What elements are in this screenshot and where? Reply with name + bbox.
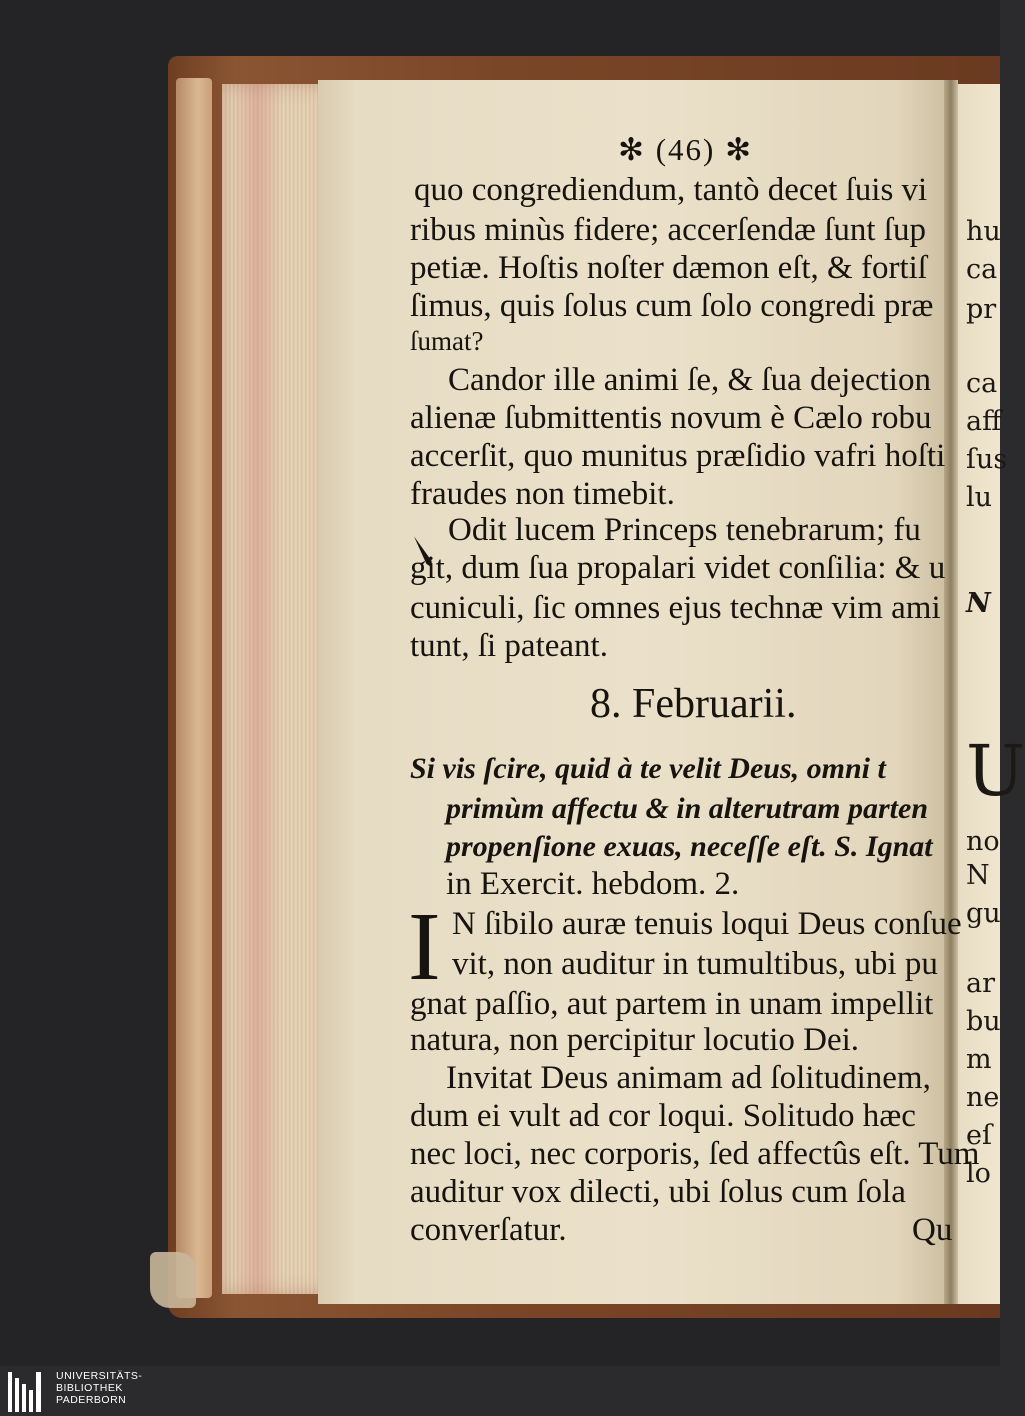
- text-line: git, dum ſua propalari videt conſilia: & u: [410, 550, 946, 586]
- right-fragment: N: [966, 588, 991, 619]
- text-line: quo congrediendum, tantò decet ſuis vi: [414, 172, 928, 208]
- library-logo-icon: [8, 1372, 48, 1412]
- right-fragment: pr: [966, 294, 997, 325]
- right-fragment: aff: [966, 406, 1002, 437]
- text-line: gnat paſſio, aut partem in unam impellit: [410, 986, 934, 1022]
- text-line: nec loci, nec corporis, ſed affectûs eſt. Tum: [410, 1136, 980, 1172]
- library-logo-text: UNIVERSITÄTS- BIBLIOTHEK PADERBORN: [56, 1370, 143, 1406]
- text-line: vit, non auditur in tumultibus, ubi pu: [452, 946, 938, 982]
- text-line: N ſibilo auræ tenuis loqui Deus conſue: [452, 906, 962, 942]
- right-fragment: bu: [966, 1006, 1001, 1037]
- right-fragment: hu: [966, 216, 1001, 247]
- quote-line: propenſione exuas, neceſſe eſt. S. Ignat: [446, 830, 933, 863]
- text-line: dum ei vult ad cor loqui. Solitudo hæc: [410, 1098, 916, 1134]
- text-line: petiæ. Hoſtis noſter dæmon eſt, & fortiſ: [410, 250, 927, 286]
- right-fragment: lu: [966, 482, 993, 513]
- text-line: auditur vox dilecti, ubi ſolus cum ſola: [410, 1174, 906, 1210]
- text-line: Candor ille animi ſe, & ſua dejection: [448, 362, 931, 398]
- text-line: alienæ ſubmittentis novum è Cælo robu: [410, 400, 932, 436]
- right-fragment: gu: [966, 898, 1001, 929]
- text-line: accerſit, quo munitus præſidio vafri hoſti: [410, 438, 946, 474]
- right-fragment: lo: [966, 1158, 991, 1189]
- right-fragment: N: [966, 860, 990, 891]
- text-line: fraudes non timebit.: [410, 476, 675, 512]
- right-fragment: U: [966, 730, 1025, 812]
- right-fragment: ſus: [966, 444, 1008, 475]
- right-fragment: no: [966, 826, 1000, 857]
- ornament-icon: ✻: [618, 132, 646, 167]
- text-line: Odit lucem Princeps tenebrarum; fu: [448, 512, 921, 548]
- text-line: ſumat?: [410, 326, 484, 356]
- worn-corner: [150, 1252, 196, 1308]
- right-fragment: ar: [966, 968, 996, 999]
- page-number: ✻ (46) ✻: [618, 132, 754, 167]
- drop-cap: I: [408, 893, 441, 1001]
- text-line: natura, non percipitur locutio Dei.: [410, 1022, 860, 1058]
- cover-edge: [176, 78, 212, 1298]
- right-fragment: eſ: [966, 1120, 992, 1151]
- right-fragment: m: [966, 1044, 992, 1075]
- date-heading: 8. Februarii.: [590, 681, 797, 727]
- quote-line: in Exercit. hebdom. 2.: [446, 866, 740, 902]
- book-gutter: [944, 80, 958, 1304]
- right-fragment: ca: [966, 254, 998, 285]
- page-block-edge: [222, 84, 330, 1294]
- right-page-fragment: [958, 84, 1025, 1304]
- text-line: ſimus, quis ſolus cum ſolo congredi præ: [410, 288, 934, 324]
- text-line: Invitat Deus animam ad ſolitudinem,: [446, 1060, 931, 1096]
- text-line: converſatur.: [410, 1212, 567, 1248]
- catchword: Qu: [912, 1212, 953, 1248]
- text-line: tunt, ſi pateant.: [410, 628, 608, 664]
- quote-line: Si vis ſcire, quid à te velit Deus, omni t: [410, 752, 886, 785]
- right-fragment: ca: [966, 368, 998, 399]
- text-line: ribus minùs fidere; accerſendæ ſunt ſup: [410, 212, 926, 248]
- ornament-icon: ✻: [725, 132, 754, 167]
- quote-line: primùm affectu & in alterutram parten: [446, 792, 929, 825]
- right-fragment: ne: [966, 1082, 1000, 1113]
- footer-bar: [0, 1366, 1000, 1416]
- text-line: cuniculi, ſic omnes ejus technæ vim ami: [410, 590, 941, 626]
